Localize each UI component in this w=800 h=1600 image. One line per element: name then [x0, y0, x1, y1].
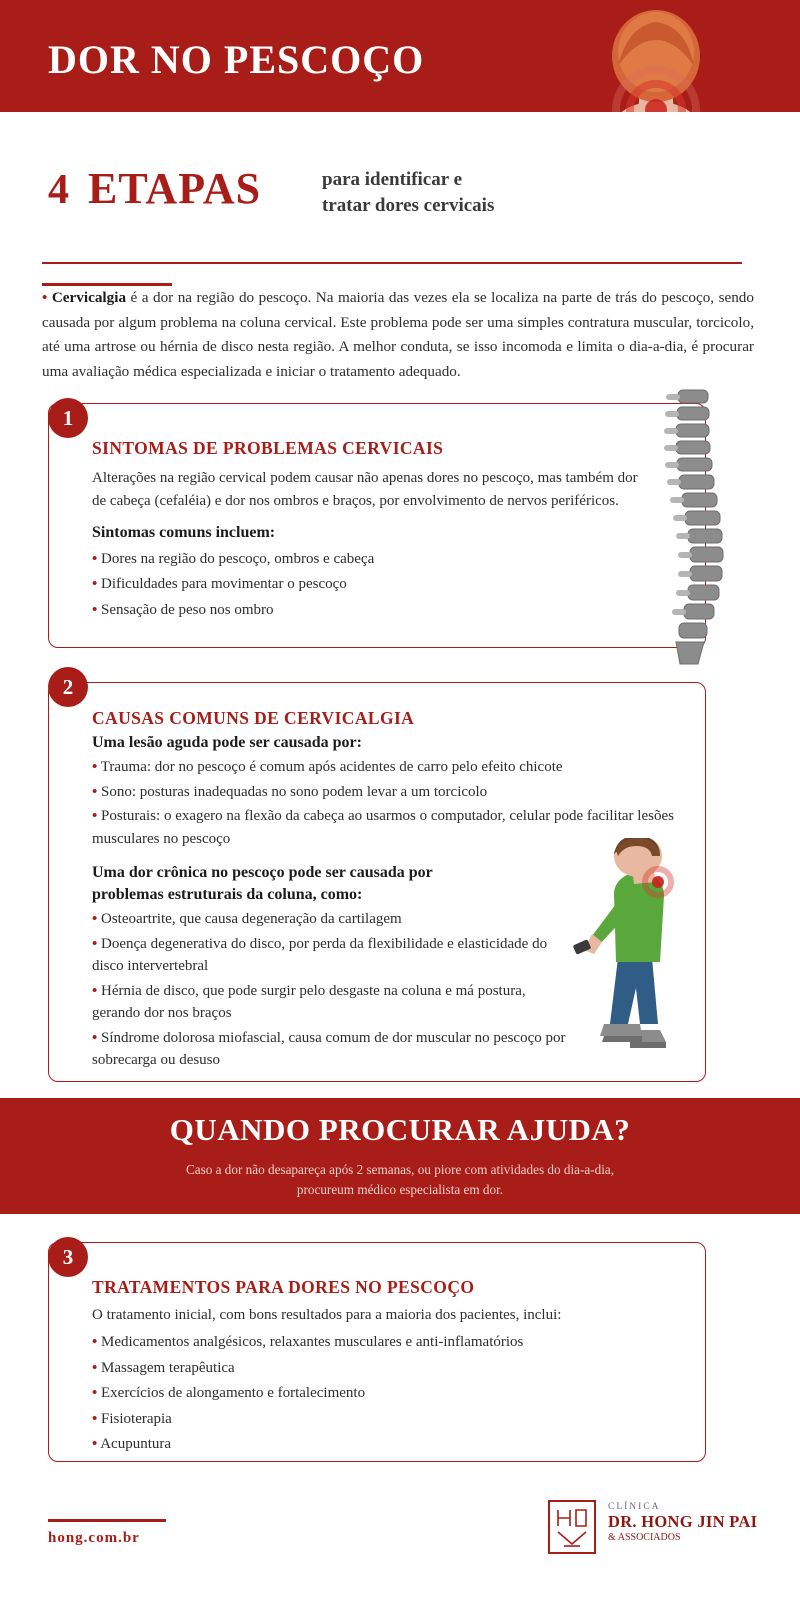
list-item: • Medicamentos analgésicos, relaxantes musculares e anti-inflamatórios — [92, 1334, 524, 1351]
card-causes-title: CAUSAS COMUNS DE CERVICALGIA — [92, 708, 415, 728]
card-causes-subheading-chronic-line2: problemas estruturais da coluna, como: — [92, 886, 363, 903]
card-causes-subheading-acute: Uma lesão aguda pode ser causada por: — [92, 734, 362, 751]
etapas-subtitle — [322, 167, 572, 218]
etapas-number: 4 — [48, 167, 69, 213]
list-item: • Posturais: o exagero na flexão da cabeça ao usarmos o computador, celular pode facilitar lesões musculares no pescoço — [92, 808, 674, 847]
card-treatments-list — [92, 1331, 672, 1456]
card-symptoms-list — [92, 548, 652, 622]
list-item: • Dores na região do pescoço, ombros e cabeça — [92, 550, 375, 567]
step-badge-2: 2 — [48, 667, 88, 707]
page-title: DOR NO PESCOÇO — [48, 37, 425, 82]
spine-illustration — [636, 386, 756, 666]
intro-lead-word: Cervicalgia — [51, 289, 127, 306]
list-item: • Trauma: dor no pescoço é comum após acidentes de carro pelo efeito chicote — [92, 759, 563, 775]
list-item: • Hérnia de disco, que pode surgir pelo desgaste na coluna e má postura, gerando dor nos braços — [92, 982, 526, 1021]
list-item-text: Trauma: dor no pescoço é comum após acidentes de carro pelo efeito chicote — [100, 759, 563, 775]
list-item-text: Sensação de peso nos ombro — [101, 601, 274, 618]
list-item: • Sono: posturas inadequadas no sono podem levar a um torcicolo — [92, 783, 488, 800]
footer-website-link[interactable]: hong.com.br — [48, 1530, 140, 1546]
card-treatments-title: TRATAMENTOS PARA DORES NO PESCOÇO — [92, 1277, 475, 1297]
list-item-text: Posturais: o exagero na flexão da cabeça ao usarmos o computador, celular pode facilitar lesões musculares no pescoço — [92, 808, 674, 847]
card-symptoms-title: SINTOMAS DE PROBLEMAS CERVICAIS — [92, 438, 444, 458]
card-causes-content — [92, 708, 712, 1074]
intro-text: é a dor na região do pescoço. Na maioria das vezes ela se localiza na parte de trás do pescoço, sendo causada por algum problema na coluna cervical. Este problema pode ser uma simples contratura muscular, torcicolo, até uma artrose ou hérnia de disco nesta região. A melhor conduta, se isso incomoda e limita o dia-a-dia, é procurar uma avaliação médica especializada e iniciar o tratamento adequado. — [42, 289, 754, 380]
help-banner-title: QUANDO PROCURAR AJUDA? — [169, 1112, 631, 1147]
help-banner-subtitle-line2: procureum médico especialista em dor. — [296, 1181, 504, 1197]
list-item: • Exercícios de alongamento e fortalecimento — [92, 1385, 366, 1402]
etapas-subtitle-line1: para identificar e — [322, 169, 463, 190]
list-item: • Fisioterapia — [92, 1410, 172, 1427]
list-item: • Acupuntura — [92, 1436, 172, 1453]
card-treatments-paragraph: O tratamento inicial, com bons resultados para a maioria dos pacientes, inclui: — [92, 1307, 562, 1323]
intro-paragraph — [42, 286, 754, 385]
list-item-text: Acupuntura — [100, 1436, 172, 1453]
logo-doctor-name: DR. HONG JIN PAI — [608, 1512, 758, 1531]
list-item: • Osteoartrite, que causa degeneração da cartilagem — [92, 911, 402, 927]
list-item-text: Dores na região do pescoço, ombros e cabeça — [101, 550, 375, 567]
list-item-text: Massagem terapêutica — [101, 1359, 235, 1376]
list-item: • Doença degenerativa do disco, por perda da flexibilidade e elasticidade do disco intervertebral — [92, 935, 548, 974]
card-symptoms-subheading: Sintomas comuns incluem: — [92, 523, 276, 541]
card-symptoms-paragraph: Alterações na região cervical podem causar não apenas dores no pescoço, mas também dor de cabeça (cefaléia) e dor nos ombros e braços, por envolvimento de nervos periféricos. — [92, 470, 638, 510]
header-divider — [42, 262, 742, 264]
clinic-logo — [548, 1498, 758, 1562]
card-causes-list-chronic — [92, 908, 572, 1072]
card-causes-chronic-block — [92, 864, 712, 1072]
list-item: • Síndrome dolorosa miofascial, causa comum de dor muscular no pescoço por sobrecarga ou desuso — [92, 1029, 566, 1068]
list-item-text: Doença degenerativa do disco, por perda da flexibilidade e elasticidade do disco intervertebral — [92, 935, 548, 974]
list-item-text: Dificuldades para movimentar o pescoço — [101, 576, 347, 592]
list-item-text: Osteoartrite, que causa degeneração da cartilagem — [101, 911, 402, 927]
card-causes-list-acute — [92, 756, 712, 850]
card-treatments-content — [92, 1277, 672, 1459]
list-item-text: Síndrome dolorosa miofascial, causa comum de dor muscular no pescoço por sobrecarga ou desuso — [92, 1029, 566, 1068]
etapas-subtitle-line2: tratar dores cervicais — [322, 194, 495, 216]
list-item-text: Hérnia de disco, que pode surgir pelo desgaste na coluna e má postura, gerando dor nos braços — [92, 982, 526, 1021]
footer-accent-rule — [48, 1519, 166, 1522]
card-causes-subheading-chronic-line1: Uma dor crônica no pescoço pode ser causada por — [92, 864, 433, 881]
list-item: • Massagem terapêutica — [92, 1359, 235, 1376]
list-item: • Sensação de peso nos ombro — [92, 601, 274, 618]
list-item-text: Sono: posturas inadequadas no sono podem levar a um torcicolo — [101, 783, 488, 800]
list-item-text: Exercícios de alongamento e fortalecimento — [101, 1385, 366, 1402]
list-item-text: Fisioterapia — [101, 1410, 172, 1427]
logo-text — [608, 1502, 757, 1543]
list-item: • Dificuldades para movimentar o pescoço — [92, 576, 347, 592]
help-banner-subtitle-line1: Caso a dor não desapareça após 2 semanas, ou piore com atividades do dia-a-dia, — [185, 1162, 615, 1177]
help-banner-subtitle — [120, 1160, 680, 1200]
list-item-text: Medicamentos analgésicos, relaxantes musculares e anti-inflamatórios — [101, 1334, 524, 1351]
intro-bullet-icon: • — [42, 289, 48, 306]
logo-clinica-label: CLÍNICA — [608, 1502, 661, 1512]
step-badge-3: 3 — [48, 1237, 88, 1277]
logo-monogram-icon — [548, 1500, 596, 1554]
etapas-word: ETAPAS — [88, 164, 262, 213]
logo-associates-label: & ASSOCIADOS — [608, 1532, 681, 1543]
step-badge-1: 1 — [48, 398, 88, 438]
card-symptoms-content — [92, 438, 652, 624]
